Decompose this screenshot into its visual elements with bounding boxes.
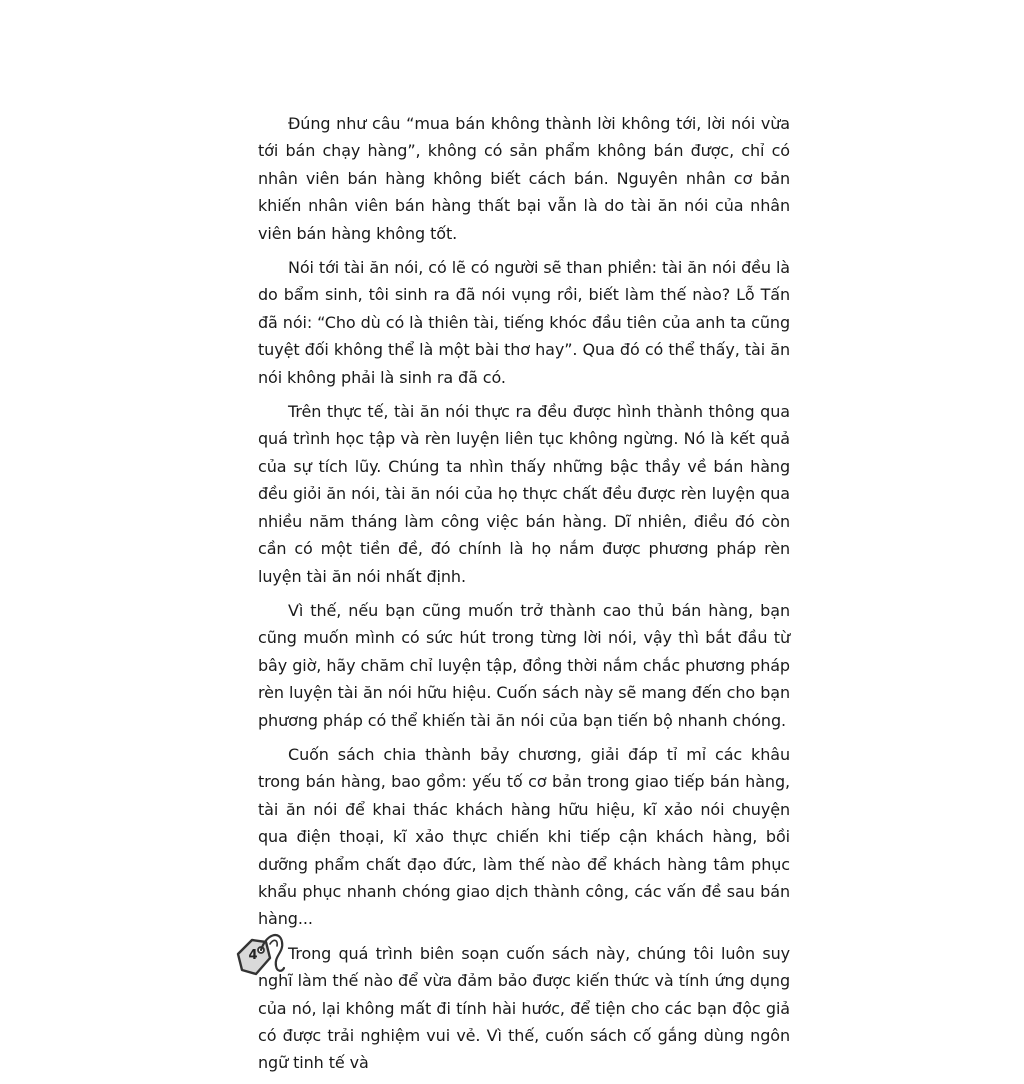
body-text: [258, 110, 790, 1084]
paragraph-3: Trên thực tế, tài ăn nói thực ra đều được hình thành thông qua quá trình học tập và rèn luyện liên tục không ngừng. Nó là kết quả của sự tích lũy. Chúng ta nhìn thấy những bậc thầy về bán hàng đều giỏi ăn nói, tài ăn nói của họ thực chất đều được rèn luyện qua nhiều năm tháng làm công việc bán hàng. Dĩ nhiên, điều đó còn cần có một tiền đề, đó chính là họ nắm được phương pháp rèn luyện tài ăn nói nhất định.: [258, 402, 790, 586]
paragraph-1: Đúng như câu “mua bán không thành lời không tới, lời nói vừa tới bán chạy hàng”, không có sản phẩm không bán được, chỉ có nhân viên bán hàng không biết cách bán. Nguyên nhân cơ bản khiến nhân viên bán hàng thất bại vẫn là do tài ăn nói của nhân viên bán hàng không tốt.: [258, 114, 790, 243]
paragraph-6: Trong quá trình biên soạn cuốn sách này, chúng tôi luôn suy nghĩ làm thế nào để vừa đảm bảo được kiến thức và tính ứng dụng của nó, lại không mất đi tính hài hước, để tiện cho các bạn độc giả có được trải nghiệm vui vẻ. Vì thế, cuốn sách cố gắng dùng ngôn ngữ tinh tế và: [258, 943, 790, 1073]
paragraph-4: Vì thế, nếu bạn cũng muốn trở thành cao thủ bán hàng, bạn cũng muốn mình có sức hút trong từng lời nói, vậy thì bắt đầu từ bây giờ, hãy chăm chỉ luyện tập, đồng thời nắm chắc phương pháp rèn luyện tài ăn nói hữu hiệu. Cuốn sách này sẽ mang đến cho bạn phương pháp có thể khiến tài ăn nói của bạn tiến bộ nhanh chóng.: [258, 600, 790, 730]
paragraph-5: Cuốn sách chia thành bảy chương, giải đáp tỉ mỉ các khâu trong bán hàng, bao gồm: yếu tố cơ bản trong giao tiếp bán hàng, tài ăn nói để khai thác khách hàng hữu hiệu, kĩ xảo nói chuyện qua điện thoại, kĩ xảo thực chiến khi tiếp cận khách hàng, bồi dưỡng phẩm chất đạo đức, làm thế nào để khách hàng tâm phục khẩu phục nhanh chóng giao dịch thành công, các vấn đề sau bán hàng...: [258, 744, 790, 929]
paragraph-2: Nói tới tài ăn nói, có lẽ có người sẽ than phiền: tài ăn nói đều là do bẩm sinh, tôi sinh ra đã nói vụng rồi, biết làm thế nào? Lỗ Tấn đã nói: “Cho dù có là thiên tài, tiếng khóc đầu tiên của anh ta cũng tuyệt đối không thể là một bài thơ hay”. Qua đó có thể thấy, tài ăn nói không phải là sinh ra đã có.: [258, 258, 790, 387]
page-number: 4: [248, 948, 258, 963]
